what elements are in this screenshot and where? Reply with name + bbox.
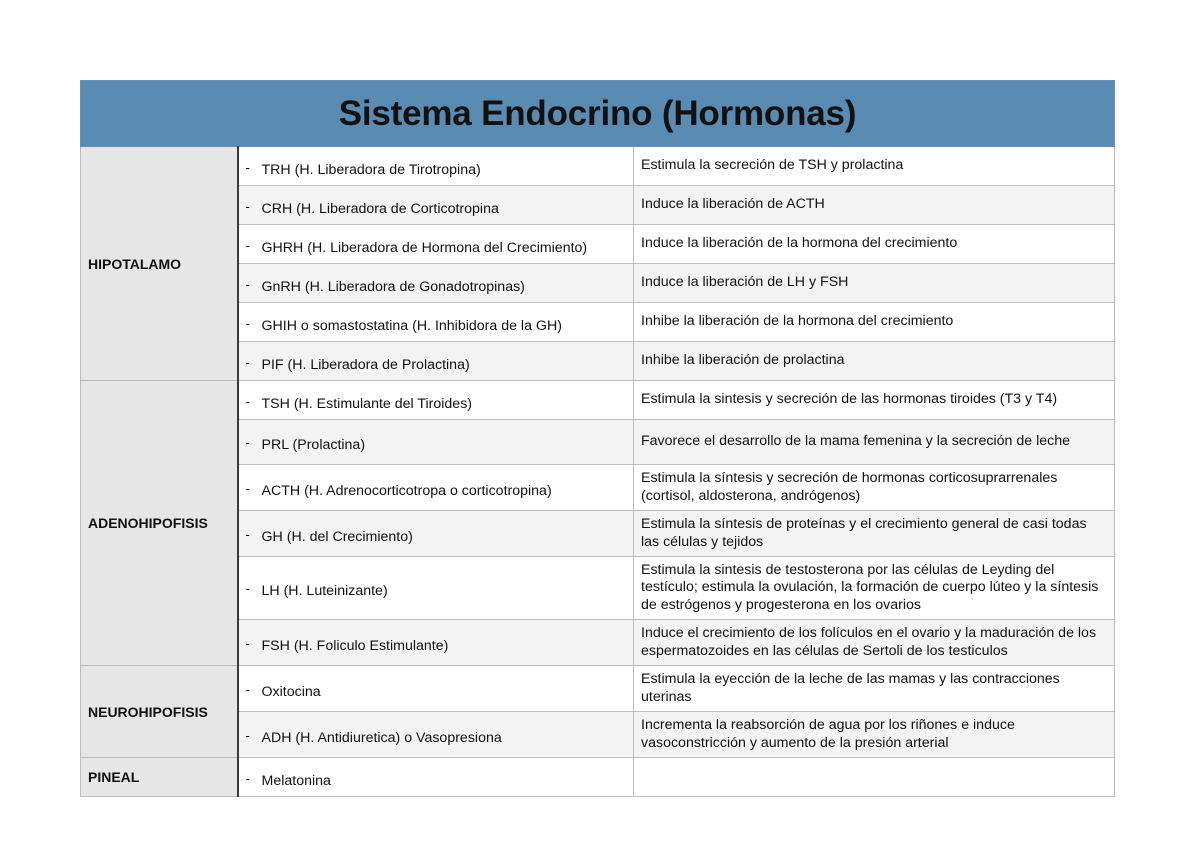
table-row <box>81 758 1115 797</box>
hormone-cell: - TRH (H. Liberadora de Tirotropina) <box>238 147 634 186</box>
effect-cell: Estimula la síntesis de proteínas y el crecimiento general de casi todas las células y tejidos <box>634 511 1115 557</box>
effect-cell: Inhibe la liberación de prolactina <box>634 342 1115 381</box>
hormone-name: GH (H. del Crecimiento) <box>261 528 413 545</box>
hormone-name: ADH (H. Antidiuretica) o Vasopresiona <box>261 729 502 746</box>
effect-cell: Estimula la eyección de la leche de las mamas y las contracciones uterinas <box>634 666 1115 712</box>
hormone-name: GHRH (H. Liberadora de Hormona del Crecimiento) <box>261 239 588 256</box>
group-label: PINEAL <box>81 758 238 797</box>
hormone-cell: - FSH (H. Foliculo Estimulante) <box>238 620 634 666</box>
hormone-name: Oxitocina <box>261 683 321 700</box>
hormone-name: GnRH (H. Liberadora de Gonadotropinas) <box>261 278 525 295</box>
hormone-name: TSH (H. Estimulante del Tiroides) <box>261 395 473 412</box>
hormone-name: TRH (H. Liberadora de Tirotropina) <box>261 161 481 178</box>
hormone-cell: - GHRH (H. Liberadora de Hormona del Crecimiento) <box>238 225 634 264</box>
hormone-cell: - GHIH o somastostatina (H. Inhibidora de la GH) <box>238 303 634 342</box>
effect-cell: Inhibe la liberación de la hormona del crecimiento <box>634 303 1115 342</box>
effect-cell: Estimula la síntesis y secreción de hormonas corticosuprarrenales (cortisol, aldosterona, andrógenos) <box>634 465 1115 511</box>
effect-cell: Induce el crecimiento de los folículos en el ovario y la maduración de los espermatozoides en las células de Sertoli de los testiculos <box>634 620 1115 666</box>
hormone-table <box>80 80 1115 797</box>
effect-cell: Incrementa la reabsorción de agua por los riñones e induce vasoconstricción y aumento de la presión arterial <box>634 712 1115 758</box>
hormone-cell: - GnRH (H. Liberadora de Gonadotropinas) <box>238 264 634 303</box>
document-title: Sistema Endocrino (Hormonas) <box>81 81 1115 147</box>
hormone-name: Melatonina <box>261 772 331 789</box>
hormone-name: PIF (H. Liberadora de Prolactina) <box>261 356 470 373</box>
effect-cell <box>634 758 1115 797</box>
hormone-cell: - PIF (H. Liberadora de Prolactina) <box>238 342 634 381</box>
group-label: NEUROHIPOFISIS <box>81 666 238 758</box>
hormone-cell: - ADH (H. Antidiuretica) o Vasopresiona <box>238 712 634 758</box>
effect-cell: Induce la liberación de ACTH <box>634 186 1115 225</box>
hormone-cell: - CRH (H. Liberadora de Corticotropina <box>238 186 634 225</box>
effect-cell: Estimula la secreción de TSH y prolactina <box>634 147 1115 186</box>
effect-cell: Estimula la sintesis y secreción de las hormonas tiroides (T3 y T4) <box>634 381 1115 420</box>
table-row <box>81 666 1115 712</box>
hormone-name: ACTH (H. Adrenocorticotropa o corticotropina) <box>261 482 552 499</box>
hormone-name: PRL (Prolactina) <box>261 437 366 454</box>
effect-cell: Estimula la sintesis de testosterona por las células de Leyding del testículo; estimula la ovulación, la formación de cuerpo lúteo y la síntesis de estrógenos y progesterona en los ovarios <box>634 557 1115 620</box>
effect-cell: Induce la liberación de la hormona del crecimiento <box>634 225 1115 264</box>
hormone-cell: - ACTH (H. Adrenocorticotropa o corticotropina) <box>238 465 634 511</box>
hormone-name: CRH (H. Liberadora de Corticotropina <box>261 200 499 217</box>
table-row <box>81 147 1115 186</box>
hormone-cell: - PRL (Prolactina) <box>238 420 634 465</box>
hormone-name: GHIH o somastostatina (H. Inhibidora de la GH) <box>261 317 562 334</box>
hormone-cell: - GH (H. del Crecimiento) <box>238 511 634 557</box>
hormone-cell: - Oxitocina <box>238 666 634 712</box>
hormone-cell: - LH (H. Luteinizante) <box>238 557 634 620</box>
hormone-cell: - Melatonina <box>238 758 634 797</box>
effect-cell: Favorece el desarrollo de la mama femenina y la secreción de leche <box>634 420 1115 465</box>
hormone-cell: - TSH (H. Estimulante del Tiroides) <box>238 381 634 420</box>
group-label: HIPOTALAMO <box>81 147 238 381</box>
effect-cell: Induce la liberación de LH y FSH <box>634 264 1115 303</box>
table-row <box>81 381 1115 420</box>
title-row <box>81 81 1115 147</box>
hormone-name: FSH (H. Foliculo Estimulante) <box>261 637 449 654</box>
group-label: ADENOHIPOFISIS <box>81 381 238 666</box>
hormone-name: LH (H. Luteinizante) <box>261 583 388 600</box>
